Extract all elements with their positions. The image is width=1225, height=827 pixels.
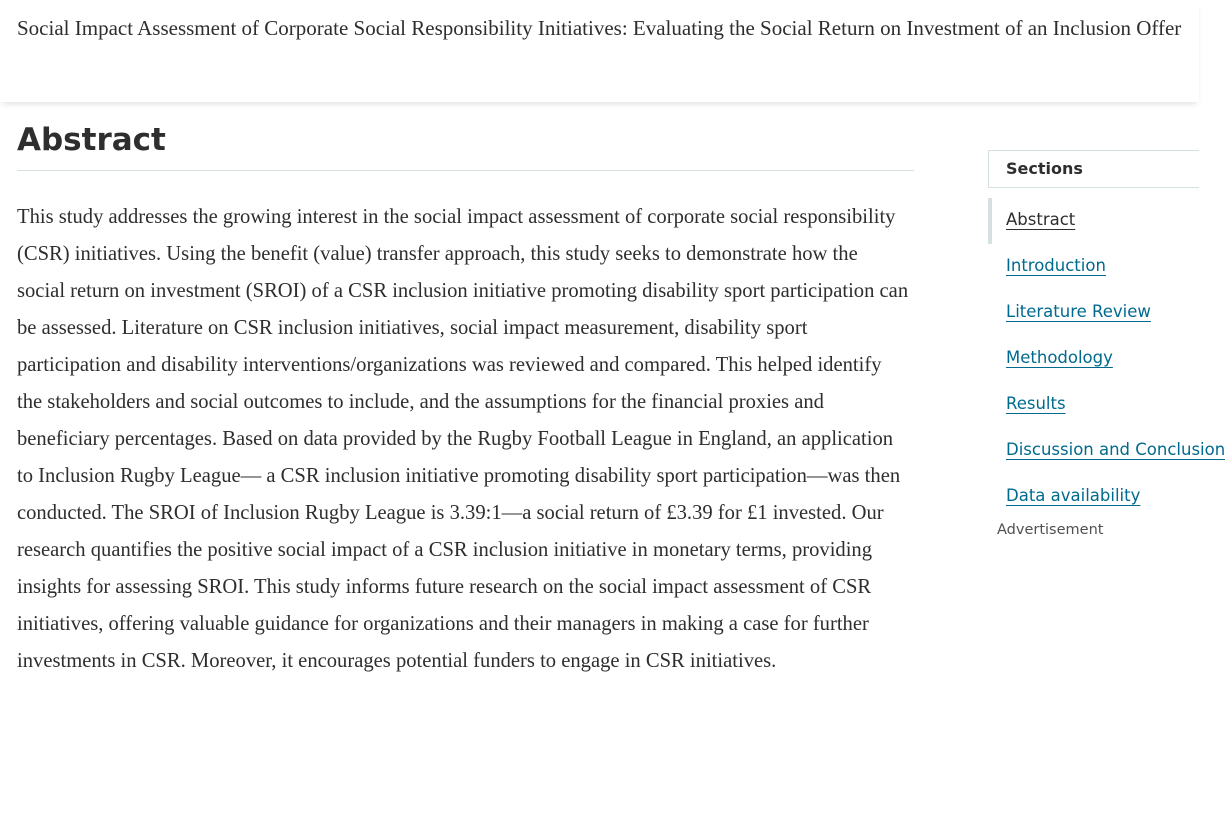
toc-item-abstract[interactable] (988, 198, 1199, 244)
heading-divider (17, 170, 914, 171)
toc-link-results[interactable]: Results (1006, 394, 1066, 413)
toc-item-methodology[interactable] (988, 336, 1199, 382)
article-title: Social Impact Assessment of Corporate Social Responsibility Initiatives: Evaluating the Social Return on Investment of an Inclusion Offer (17, 16, 1182, 40)
abstract-text: This study addresses the growing interest in the social impact assessment of corporate social responsibility (CSR) initiatives. Using the benefit (value) transfer approach, this study seeks to demonstrate how the social return on investment (SROI) of a CSR inclusion initiative promoting disability sport participation can be assessed. Literature on CSR inclusion initiatives, social impact measurement, disability sport participation and disability interventions/organizations was reviewed and compared. This helped identify the stakeholders and social outcomes to include, and the assumptions for the financial proxies and beneficiary percentages. Based on data provided by the Rugby Football League in England, an application to Inclusion Rugby League— a CSR inclusion initiative promoting disability sport participation—was then conducted. The SROI of Inclusion Rugby League is 3.39:1—a social return of £3.39 for £1 invested. Our research quantifies the positive social impact of a CSR inclusion initiative in monetary terms, providing insights for assessing SROI. This study informs future research on the social impact assessment of CSR initiatives, offering valuable guidance for organizations and their managers in making a case for further investments in CSR. Moreover, it encourages potential funders to engage in CSR initiatives. (17, 206, 909, 672)
toc-item-data-availability[interactable] (988, 474, 1199, 520)
toc-item-introduction[interactable] (988, 244, 1199, 290)
sections-sidebar (988, 150, 1225, 505)
advertisement-label: Advertisement (997, 522, 1104, 538)
abstract-heading: Abstract (17, 122, 166, 158)
toc-item-literature-review[interactable] (988, 290, 1199, 336)
toc-link-literature-review[interactable]: Literature Review (1006, 302, 1151, 321)
article-header-bar (0, 0, 1199, 102)
toc-item-discussion[interactable] (988, 428, 1225, 474)
sections-toc (988, 198, 1225, 520)
toc-link-methodology[interactable]: Methodology (1006, 348, 1113, 367)
toc-item-results[interactable] (988, 382, 1199, 428)
toc-link-abstract[interactable]: Abstract (1006, 210, 1076, 229)
toc-link-discussion[interactable]: Discussion and Conclusion (1006, 440, 1225, 459)
toc-link-introduction[interactable]: Introduction (1006, 256, 1106, 275)
main-content (17, 108, 914, 680)
sections-label: Sections (988, 150, 1199, 188)
toc-link-data-availability[interactable]: Data availability (1006, 486, 1141, 505)
